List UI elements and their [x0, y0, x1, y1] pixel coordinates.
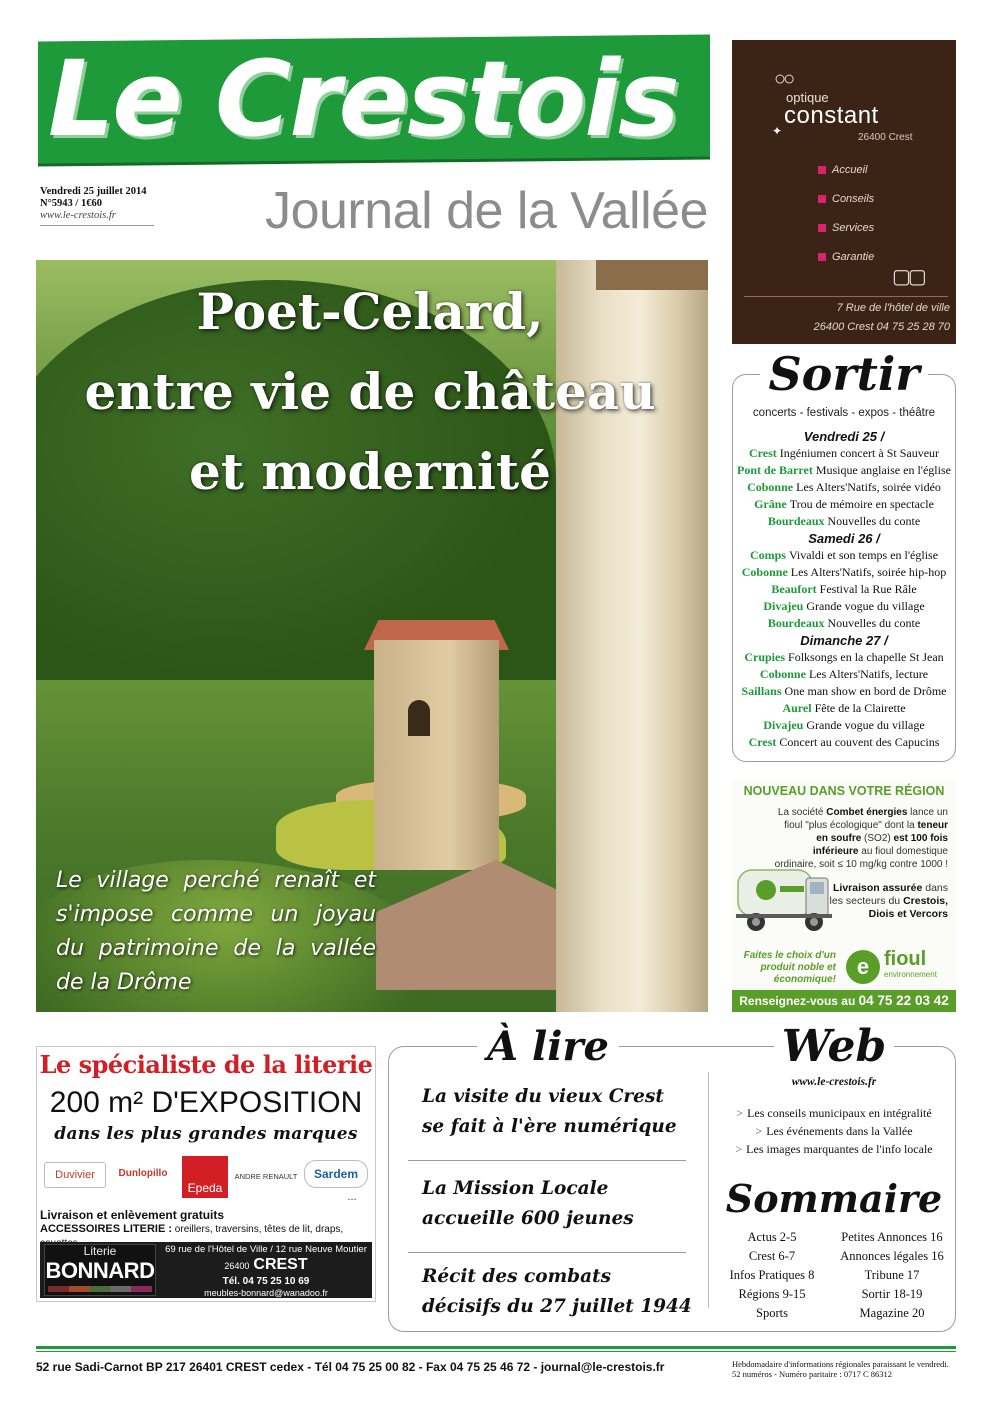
cover-headline[interactable] [50, 272, 690, 512]
event-title: Concert au couvent des Capucins [779, 735, 940, 749]
sparkle-icon: ✦ [772, 124, 783, 138]
event-title: Musique anglaise en l'église [815, 463, 951, 477]
event-place: Aurel [782, 701, 812, 715]
sortir-event[interactable] [736, 479, 952, 496]
bullet-icon [818, 166, 826, 174]
sommaire-title: Sommaire [725, 1176, 943, 1221]
brand-logo-duvivier: Duvivier [44, 1162, 106, 1188]
fioul-logo-text: fioul [884, 948, 927, 970]
sommaire-entry[interactable]: Crest 6-7 [748, 1249, 796, 1263]
event-title: Ingéniumen concert à St Sauveur [779, 446, 940, 460]
brand-logo-dunlopillo: Dunlopillo [118, 1168, 168, 1179]
sortir-title: Sortir [732, 344, 956, 404]
fioul-header: NOUVEAU DANS VOTRE RÉGION [743, 784, 945, 798]
event-title: Les Alters'Natifs, soirée hip-hop [790, 565, 947, 579]
fuel-truck-icon [736, 830, 832, 940]
event-title: Les Alters'Natifs, soirée vidéo [796, 480, 941, 494]
sortir-event[interactable] [736, 615, 952, 632]
event-title: Grande vogue du village [806, 718, 925, 732]
event-title: Festival la Rue Râle [819, 582, 917, 596]
event-place: Pont de Barret [737, 463, 813, 477]
footer-contact: 52 rue Sadi-Carnot BP 217 26401 CREST cedex - Tél 04 75 25 00 82 - Fax 04 75 25 46 72 - journal@le-crestois.fr [36, 1360, 665, 1374]
sommaire-entry[interactable]: Tribune 17 [864, 1268, 920, 1282]
web-url[interactable]: www.le-crestois.fr [791, 1076, 877, 1088]
sommaire-entry[interactable]: Magazine 20 [859, 1306, 925, 1320]
newspaper-subtitle: Journal de la Vallée [265, 182, 708, 240]
fioul-logo-subtext: environnement [884, 970, 937, 979]
divider [408, 1252, 686, 1253]
newspaper-title: Le Crestois [48, 38, 678, 160]
headline-line: et modernité [189, 442, 551, 501]
sommaire-entry[interactable]: Régions 9-15 [738, 1287, 806, 1301]
sortir-day-heading: Samedi 26 / [808, 531, 880, 546]
sortir-event[interactable] [736, 496, 952, 513]
issue-number: N°5943 / 1€60 [40, 198, 102, 209]
a-lire-item[interactable]: Récit des combats décisifs du 27 juillet 1944 [422, 1266, 692, 1317]
optique-menu-garantie[interactable]: Garantie [818, 251, 874, 263]
brand-logo-sardem: Sardem [304, 1160, 368, 1188]
sommaire-left-column [712, 1228, 832, 1323]
chevron-right-icon: > [735, 1142, 743, 1156]
sortir-subtitle: concerts - festivals - expos - théâtre [752, 407, 936, 419]
sortir-day-heading: Dimanche 27 / [800, 633, 888, 648]
bullet-icon [818, 195, 826, 203]
literie-phone: Tél. 04 75 25 10 69 [222, 1276, 310, 1287]
bonnard-logo-small: Literie [83, 1244, 117, 1258]
sortir-event[interactable] [736, 700, 952, 717]
glasses-icon: ▢▢ [892, 266, 924, 288]
fioul-phone: 04 75 22 03 42 [858, 993, 949, 1008]
literie-city: 26400 CREST [224, 1256, 308, 1273]
chevron-right-icon: > [755, 1124, 763, 1138]
literie-exposition: 200 m² D'EXPOSITION [49, 1086, 363, 1119]
sortir-day-heading: Vendredi 25 / [803, 429, 885, 444]
literie-services: Livraison et enlèvement gratuits ACCESSOIRES LITERIE : oreillers, traversins, têtes de lit, draps, [40, 1208, 344, 1235]
photo-church-roof [376, 860, 576, 990]
optique-menu-conseils[interactable]: Conseils [818, 193, 874, 205]
event-place: Grâne [754, 497, 787, 511]
sommaire-entry[interactable]: Annonces légales 16 [840, 1249, 944, 1263]
bullet-icon [818, 224, 826, 232]
event-place: Crest [748, 446, 777, 460]
issue-info [40, 186, 154, 226]
sommaire-entry[interactable]: Actus 2-5 [747, 1230, 797, 1244]
literie-brands-label: dans les plus grandes marques [54, 1124, 358, 1144]
bonnard-logo-stripes [48, 1286, 152, 1292]
sortir-event[interactable] [736, 683, 952, 700]
sortir-event[interactable] [736, 547, 952, 564]
optique-constant-ad[interactable] [732, 40, 956, 344]
web-link[interactable]: > Les conseils municipaux en intégralité [736, 1106, 932, 1120]
event-title: Les Alters'Natifs, lecture [808, 667, 929, 681]
brand-logo-epeda: Epeda [182, 1156, 228, 1198]
fioul-call-to-action[interactable]: Renseignez-vous au 04 75 22 03 42 [732, 990, 956, 1012]
website-link[interactable]: www.le-crestois.fr [40, 210, 116, 221]
cover-deck: Le village perché renaît et s'impose comme un joyau du patrimoine de la vallée de la Drôme [56, 868, 376, 995]
divider [744, 296, 948, 297]
optique-menu-services[interactable]: Services [818, 222, 874, 234]
sortir-agenda [736, 428, 952, 751]
event-place: Divajeu [763, 718, 804, 732]
footer-legal: Hebdomadaire d'informations régionales paraissant le vendredi. 52 numéros - Numéro paritaire : 0717 C 86312 [732, 1359, 949, 1379]
event-place: Crupies [744, 650, 786, 664]
optique-city: 26400 Crest [858, 132, 913, 143]
sommaire-entry[interactable]: Petites Annonces 16 [841, 1230, 943, 1244]
divider [408, 1160, 686, 1161]
optique-name: constant [784, 102, 879, 129]
event-place: Beaufort [771, 582, 817, 596]
sortir-event[interactable] [736, 734, 952, 751]
sortir-event[interactable] [736, 564, 952, 581]
bonnard-logo-big: BONNARD [45, 1258, 155, 1283]
optique-label: optique [786, 90, 829, 105]
event-title: Fête de la Clairette [814, 701, 906, 715]
sortir-event[interactable] [736, 581, 952, 598]
headline-line: Poet-Celard, [196, 282, 544, 341]
optique-address: 7 Rue de l'hôtel de ville [836, 302, 950, 314]
fioul-description: La société Combet énergies lance un fioul "plus écologique" dont la teneur en soufre (SO2) est 100 fois inférieure au fioul domestique ordinaire, soit ≤ 10 mg/kg contre 1000 ! [774, 807, 948, 870]
footer-rule [36, 1351, 956, 1352]
event-title: Vivaldi et son temps en l'église [788, 548, 939, 562]
a-lire-item[interactable]: La visite du vieux Crest se fait à l'ère numérique [422, 1086, 677, 1137]
event-place: Bourdeaux [767, 616, 825, 630]
optique-menu-accueil[interactable]: Accueil [818, 164, 867, 176]
bullet-icon [818, 253, 826, 261]
column-divider [708, 1072, 709, 1308]
event-place: Cobonne [741, 565, 788, 579]
sortir-event[interactable] [736, 445, 952, 462]
event-title: Grande vogue du village [806, 599, 925, 613]
glasses-icon: ○○ [774, 68, 793, 90]
sommaire-entry[interactable]: Sortir 18-19 [861, 1287, 923, 1301]
a-lire-item[interactable]: La Mission Locale accueille 600 jeunes [422, 1178, 634, 1229]
photo-bell-tower [374, 640, 499, 870]
event-title: Nouvelles du conte [827, 514, 921, 528]
event-title: Folksongs en la chapelle St Jean [788, 650, 944, 664]
photo-tower-window [408, 700, 430, 736]
sortir-event[interactable] [736, 717, 952, 734]
fioul-delivery: Livraison assurée dans les secteurs du Crestois, Diois et Vercors [829, 882, 948, 920]
sommaire-entry[interactable]: Sports [756, 1306, 788, 1320]
event-place: Cobonne [759, 667, 806, 681]
event-place: Crest [748, 735, 777, 749]
event-title: Nouvelles du conte [827, 616, 921, 630]
a-lire-title: À lire [388, 1020, 708, 1074]
footer-rule [36, 1346, 956, 1349]
web-title: Web [712, 1020, 956, 1074]
event-place: Divajeu [763, 599, 804, 613]
sortir-event[interactable] [736, 462, 952, 479]
more-brands: ... [347, 1191, 357, 1203]
literie-address: 69 rue de l'Hôtel de Ville / 12 rue Neuve Moutier [165, 1244, 367, 1255]
event-place: Saillans [741, 684, 782, 698]
literie-title: Le spécialiste de la literie [39, 1050, 373, 1079]
sommaire-entry[interactable]: Infos Pratiques 8 [729, 1268, 815, 1282]
chevron-right-icon: > [736, 1106, 744, 1120]
optique-phone: 26400 Crest 04 75 25 28 70 [813, 321, 950, 333]
headline-line: entre vie de château [84, 362, 656, 421]
issue-date: Vendredi 25 juillet 2014 [40, 186, 147, 197]
sortir-event[interactable] [736, 666, 952, 683]
event-title: One man show en bord de Drôme [784, 684, 947, 698]
sortir-event[interactable] [736, 598, 952, 615]
literie-email[interactable]: meubles-bonnard@wanadoo.fr [204, 1288, 328, 1298]
event-place: Bourdeaux [767, 514, 825, 528]
event-place: Comps [749, 548, 786, 562]
sortir-event[interactable] [736, 513, 952, 530]
brand-logo-andre-renault: ANDRE RENAULT [234, 1172, 298, 1181]
sommaire-right-column [832, 1228, 952, 1323]
fioul-logo-icon: e [846, 950, 880, 984]
event-place: Cobonne [747, 480, 794, 494]
fioul-slogan: Faites le choix d'un produit noble et économique! [743, 950, 836, 985]
sortir-event[interactable] [736, 649, 952, 666]
web-link[interactable]: > Les événements dans la Vallée [755, 1124, 913, 1138]
event-title: Trou de mémoire en spectacle [789, 497, 934, 511]
web-link[interactable]: > Les images marquantes de l'info locale [735, 1142, 933, 1156]
